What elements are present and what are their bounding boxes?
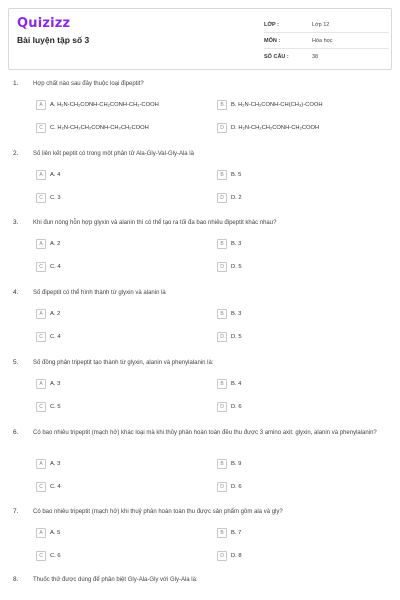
option-letter-box[interactable]: D: [217, 193, 227, 203]
option-text: D. H₂N-CH₂CH₂CONH-CH₂COOH: [231, 124, 320, 131]
option-text: B. H₂N-CH₂CONH-CH(CH₃)-COOH: [231, 101, 323, 108]
option-letter-box[interactable]: A: [36, 170, 46, 180]
option-letter-box[interactable]: A: [36, 528, 46, 538]
option-text: D. 8: [231, 552, 242, 559]
option-letter-box[interactable]: D: [217, 123, 227, 133]
option-b[interactable]: [217, 169, 241, 180]
option-letter-box[interactable]: B: [217, 239, 227, 249]
option-a[interactable]: [36, 527, 60, 538]
option-text: B. 3: [231, 310, 242, 317]
option-a[interactable]: [36, 458, 60, 469]
meta-label: SỐ CÂU :: [264, 54, 289, 60]
option-text: C. H₂N-CH₂CH₂CONH-CH₂CH₂COOH: [50, 124, 149, 131]
question-number: 1.: [13, 80, 19, 87]
question-text: Số liên kết peptit có trong một phân tử Ala-Gly-Val-Gly-Ala là: [33, 151, 194, 157]
meta-row-grade: [264, 17, 389, 33]
option-c[interactable]: [36, 261, 61, 272]
option-letter-box[interactable]: B: [217, 309, 227, 319]
option-letter-box[interactable]: B: [217, 170, 227, 180]
question-number: 7.: [13, 508, 19, 515]
option-text: A. 4: [50, 171, 61, 178]
question-text: Số đipeptit có thể hình thành từ glyxin và alanin là: [33, 290, 166, 296]
option-text: D. 6: [231, 483, 242, 490]
option-letter-box[interactable]: B: [217, 100, 227, 110]
question-number: 2.: [13, 150, 19, 157]
option-a[interactable]: [36, 169, 60, 180]
option-b[interactable]: [217, 527, 241, 538]
option-text: D. 6: [231, 403, 242, 410]
option-a[interactable]: [36, 378, 60, 389]
option-letter-box[interactable]: A: [36, 239, 46, 249]
question-text: Có bao nhiêu tripeptit (mạch hở) khác loại mà khi thủy phân hoàn toàn đều thu được 3 amino axit: glyxin, alanin và phenylalanin?: [33, 430, 377, 436]
option-letter-box[interactable]: D: [217, 482, 227, 492]
option-text: D. 5: [231, 263, 242, 270]
option-text: A. 5: [50, 529, 61, 536]
option-text: D. 2: [231, 194, 242, 201]
worksheet-title: Bài luyện tập số 3: [17, 35, 90, 45]
option-b[interactable]: [217, 378, 241, 389]
option-letter-box[interactable]: A: [36, 459, 46, 469]
option-a[interactable]: [36, 308, 60, 319]
meta-value: Lớp 12: [312, 21, 330, 28]
option-a[interactable]: [36, 99, 159, 110]
meta-value: 38: [312, 54, 319, 60]
option-d[interactable]: [217, 331, 242, 342]
option-b[interactable]: [217, 238, 241, 249]
question-text: Hợp chất nào sau đây thuộc loại đipeptit?: [33, 81, 144, 87]
question-number: 6.: [13, 429, 19, 436]
option-d[interactable]: [217, 261, 242, 272]
option-text: B. 4: [231, 380, 242, 387]
option-letter-box[interactable]: D: [217, 402, 227, 412]
option-text: C. 4: [50, 263, 61, 270]
option-text: B. 5: [231, 171, 242, 178]
meta-value: Hóa học: [312, 37, 333, 44]
option-b[interactable]: [217, 99, 323, 110]
option-text: C. 6: [50, 552, 61, 559]
option-d[interactable]: [217, 550, 242, 561]
option-text: A. 3: [50, 460, 61, 467]
meta-row-subject: [264, 33, 389, 49]
option-text: A. 2: [50, 310, 61, 317]
option-text: A. 3: [50, 380, 61, 387]
option-letter-box[interactable]: D: [217, 332, 227, 342]
option-letter-box[interactable]: C: [36, 482, 46, 492]
question-number: 5.: [13, 359, 19, 366]
option-d[interactable]: [217, 122, 319, 133]
option-a[interactable]: [36, 238, 60, 249]
meta-label: MÔN :: [264, 37, 281, 44]
option-text: C. 4: [50, 333, 61, 340]
option-d[interactable]: [217, 192, 242, 203]
option-text: B. 7: [231, 529, 242, 536]
option-letter-box[interactable]: C: [36, 402, 46, 412]
option-letter-box[interactable]: C: [36, 193, 46, 203]
question-text: Khi đun nóng hỗn hợp glyxin và alanin thì có thể tạo ra tối đa bao nhiêu đipeptit khác nhau?: [33, 220, 277, 226]
option-text: C. 5: [50, 403, 61, 410]
worksheet-meta: [264, 17, 389, 65]
question-text: Có bao nhiêu tripeptit (mạch hở) khi thuỷ phân hoàn toàn thu được sản phẩm gồm ala và gly?: [33, 509, 283, 515]
option-letter-box[interactable]: A: [36, 100, 46, 110]
option-text: B. 3: [231, 240, 242, 247]
option-text: C. 3: [50, 194, 61, 201]
question-number: 4.: [13, 289, 19, 296]
option-text: D. 5: [231, 333, 242, 340]
option-letter-box[interactable]: D: [217, 262, 227, 272]
option-text: A. H₂N-CH₂CONH-CH₂CONH-CH₂-COOH: [50, 101, 159, 108]
question-number: 3.: [13, 219, 19, 226]
option-c[interactable]: [36, 192, 61, 203]
question-number: 8.: [13, 576, 19, 583]
option-text: A. 2: [50, 240, 61, 247]
worksheet-header: [8, 8, 392, 70]
option-letter-box[interactable]: C: [36, 332, 46, 342]
option-letter-box[interactable]: A: [36, 379, 46, 389]
option-c[interactable]: [36, 331, 61, 342]
meta-label: LỚP :: [264, 21, 279, 28]
option-letter-box[interactable]: B: [217, 459, 227, 469]
option-c[interactable]: [36, 550, 61, 561]
option-letter-box[interactable]: C: [36, 551, 46, 561]
option-text: C. 4: [50, 483, 61, 490]
option-letter-box[interactable]: D: [217, 551, 227, 561]
option-d[interactable]: [217, 401, 242, 412]
option-b[interactable]: [217, 308, 241, 319]
option-d[interactable]: [217, 481, 242, 492]
option-letter-box[interactable]: B: [217, 379, 227, 389]
option-c[interactable]: [36, 122, 149, 133]
question-text: Số đồng phân tripeptit tạo thành từ glyxin, alanin và phenylalanin là:: [33, 360, 214, 366]
question-text: Thuốc thử được dùng để phân biệt Gly-Ala-Gly với Gly-Ala là:: [33, 577, 198, 583]
option-letter-box[interactable]: A: [36, 309, 46, 319]
meta-row-question-count: [264, 49, 389, 65]
option-c[interactable]: [36, 481, 61, 492]
option-b[interactable]: [217, 458, 241, 469]
option-letter-box[interactable]: C: [36, 262, 46, 272]
quizizz-logo: Quizizz: [17, 16, 71, 31]
option-c[interactable]: [36, 401, 61, 412]
option-letter-box[interactable]: C: [36, 123, 46, 133]
option-text: B. 9: [231, 460, 242, 467]
option-letter-box[interactable]: B: [217, 528, 227, 538]
